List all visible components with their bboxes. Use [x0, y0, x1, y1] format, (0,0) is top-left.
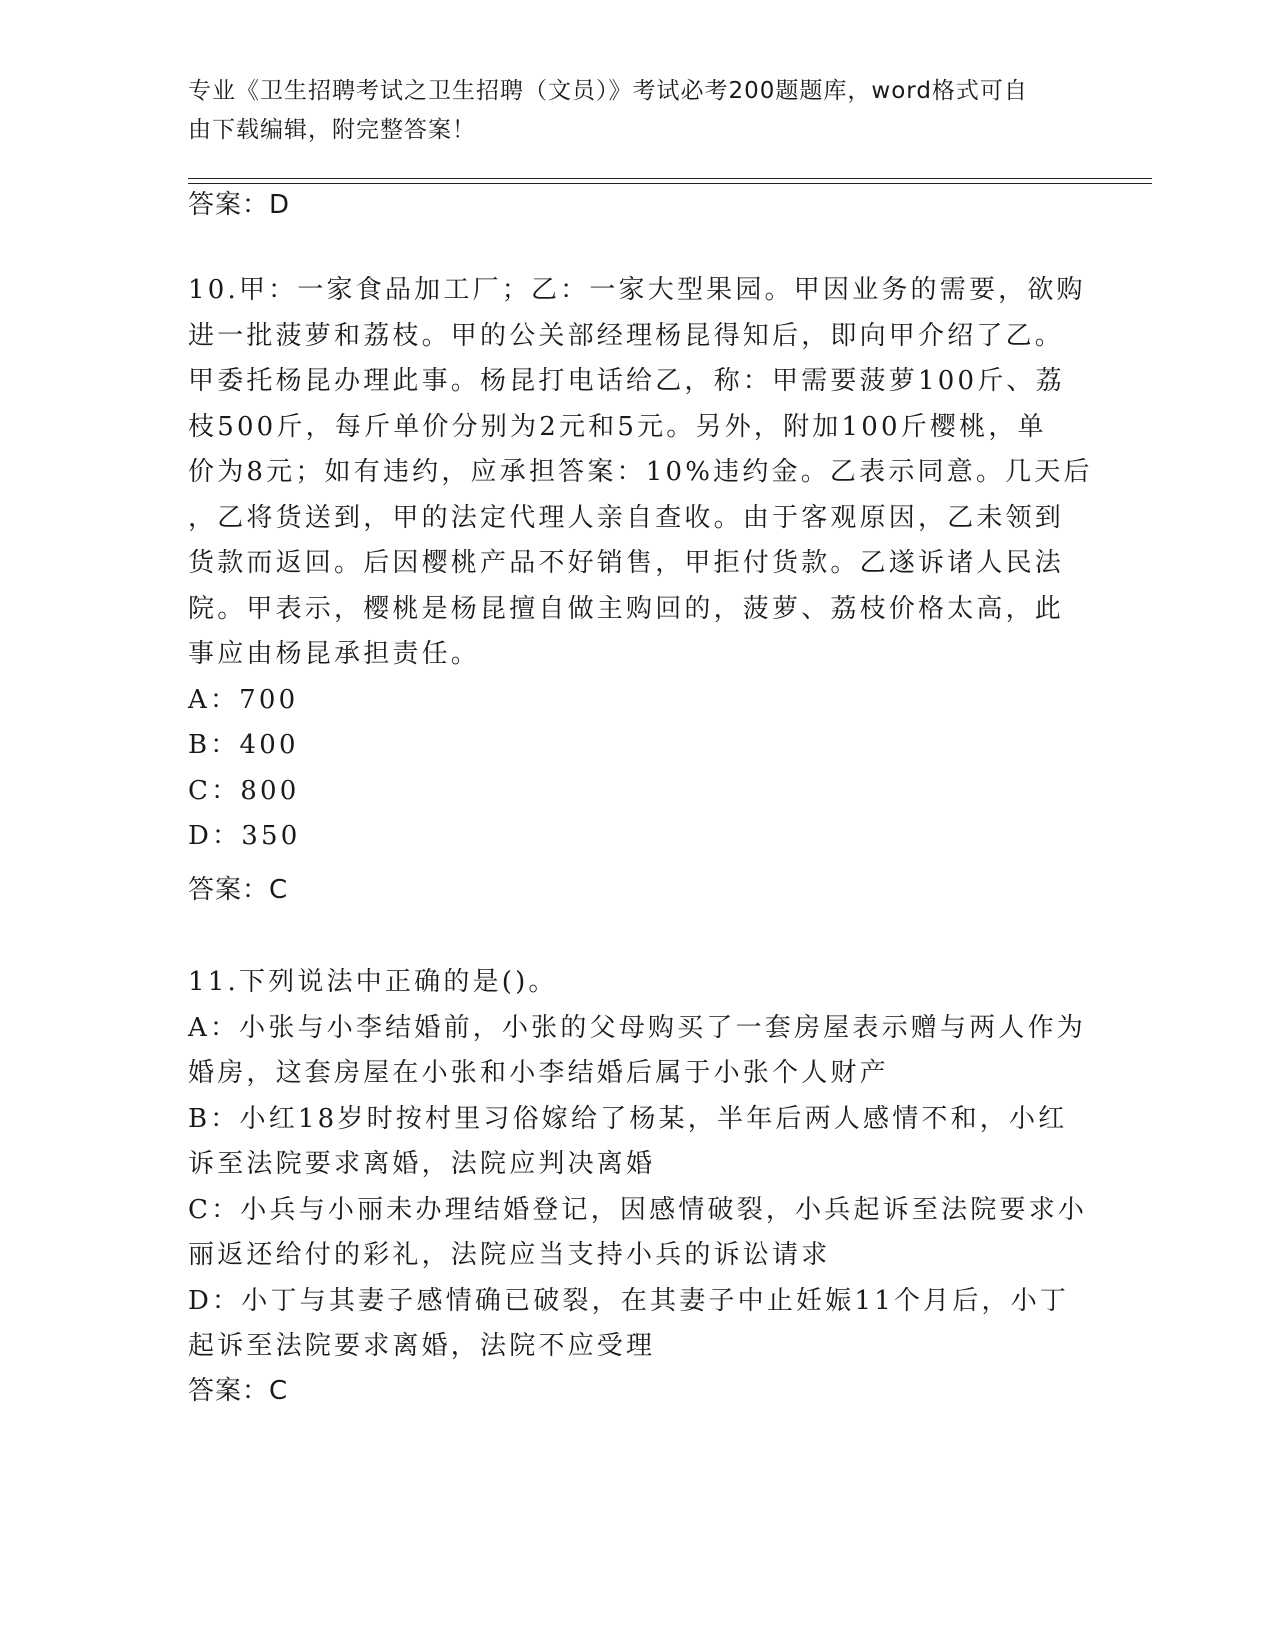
- question-line: 价为8元；如有违约，应承担答案：10%违约金。乙表示同意。几天后: [188, 457, 1093, 487]
- document-header: [188, 72, 1088, 150]
- option-a-cont: 婚房，这套房屋在小张和小李结婚后属于小张个人财产: [188, 1058, 889, 1088]
- header-divider: [188, 183, 1152, 184]
- option-b-cont: 诉至法院要求离婚，法院应判决离婚: [188, 1149, 656, 1179]
- question-line: 货款而返回。后因樱桃产品不好销售，甲拒付货款。乙遂诉诸人民法: [188, 548, 1065, 578]
- header-line: 由下载编辑，附完整答案！: [188, 117, 476, 143]
- question-line: 11.下列说法中正确的是()。: [188, 967, 558, 997]
- question-11: [188, 960, 1088, 1370]
- question-line: 枝500斤，每斤单价分别为2元和5元。另外，附加100斤樱桃，单: [188, 411, 1047, 442]
- option-c: C：小兵与小丽未办理结婚登记，因感情破裂，小兵起诉至法院要求小: [188, 1194, 1088, 1225]
- header-line: 专业《卫生招聘考试之卫生招聘（文员）》考试必考200题题库，word格式可自: [188, 78, 1028, 104]
- previous-answer: 答案：D: [188, 190, 291, 220]
- question-line: 院。甲表示，樱桃是杨昆擅自做主购回的，菠萝、荔枝价格太高，此: [188, 593, 1065, 624]
- question-line: ，乙将货送到，甲的法定代理人亲自查收。由于客观原因，乙未领到: [188, 502, 1065, 533]
- question-line: 10.甲：一家食品加工厂；乙：一家大型果园。甲因业务的需要，欲购: [188, 275, 1086, 305]
- option-d-cont: 起诉至法院要求离婚，法院不应受理: [188, 1331, 656, 1361]
- question-line: 事应由杨昆承担责任。: [188, 639, 481, 669]
- option-d: D：350: [188, 821, 301, 851]
- question-11-answer: 答案：C: [188, 1376, 289, 1406]
- option-d: D：小丁与其妻子感情确已破裂，在其妻子中止妊娠11个月后，小丁: [188, 1285, 1070, 1316]
- header-divider: [188, 178, 1152, 179]
- question-10-answer: 答案：C: [188, 875, 289, 905]
- option-c: C：800: [188, 775, 300, 806]
- option-b: B：小红18岁时按村里习俗嫁给了杨某，半年后两人感情不和，小红: [188, 1103, 1068, 1134]
- question-line: 进一批菠萝和荔枝。甲的公关部经理杨昆得知后，即向甲介绍了乙。: [188, 320, 1065, 351]
- question-10: [188, 268, 1093, 860]
- option-b: B：400: [188, 730, 299, 760]
- option-c-cont: 丽返还给付的彩礼，法院应当支持小兵的诉讼请求: [188, 1240, 831, 1270]
- option-a: A：小张与小李结婚前，小张的父母购买了一套房屋表示赠与两人作为: [188, 1012, 1086, 1043]
- question-line: 甲委托杨昆办理此事。杨昆打电话给乙，称：甲需要菠萝100斤、荔: [188, 366, 1065, 396]
- option-a: A：700: [188, 684, 299, 715]
